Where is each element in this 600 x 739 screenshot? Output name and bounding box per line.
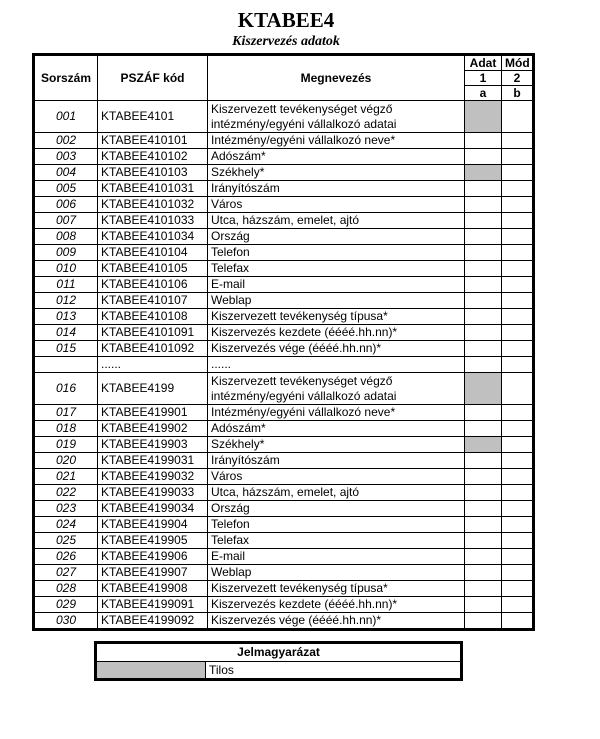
legend-forbidden-swatch [97, 662, 206, 678]
row-sorszam: 007 [34, 213, 98, 229]
table-row [34, 405, 534, 421]
header-adat: Adat [465, 55, 502, 71]
table-row [34, 421, 534, 437]
row-sorszam: 004 [34, 165, 98, 181]
row-sorszam: 014 [34, 325, 98, 341]
legend-box [94, 641, 463, 681]
table-row [34, 277, 534, 293]
row-pszaf-kod: KTABEE4101031 [98, 181, 208, 197]
row-sorszam: 030 [34, 613, 98, 630]
row-pszaf-kod: KTABEE419908 [98, 581, 208, 597]
header-megnevezes: Megnevezés [208, 55, 465, 101]
data-table [32, 53, 535, 631]
row-megnevezes-line: intézmény/egyéni vállalkozó adatai [211, 388, 397, 403]
row-adat-cell [465, 309, 502, 325]
row-mod-cell [502, 133, 534, 149]
row-adat-cell [465, 421, 502, 437]
table-row [34, 325, 534, 341]
table-row [34, 197, 534, 213]
row-megnevezes: E-mail [208, 549, 465, 565]
row-mod-cell [502, 597, 534, 613]
row-sorszam: 028 [34, 581, 98, 597]
row-megnevezes: Székhely* [208, 165, 465, 181]
form-subtitle: Kiszervezés adatok [232, 34, 340, 49]
row-megnevezes: ...... [208, 357, 465, 373]
row-adat-cell [465, 261, 502, 277]
row-pszaf-kod: KTABEE4199034 [98, 501, 208, 517]
row-pszaf-kod: KTABEE4101092 [98, 341, 208, 357]
row-pszaf-kod: KTABEE4101032 [98, 197, 208, 213]
row-sorszam: 006 [34, 197, 98, 213]
row-adat-cell [465, 133, 502, 149]
table-row [34, 517, 534, 533]
row-adat-cell-forbidden [465, 373, 502, 405]
row-megnevezes: Utca, házszám, emelet, ajtó [208, 213, 465, 229]
row-megnevezes: Kiszervezés kezdete (éééé.hh.nn)* [208, 325, 465, 341]
row-mod-cell [502, 485, 534, 501]
row-mod-cell [502, 517, 534, 533]
row-adat-cell [465, 181, 502, 197]
row-megnevezes-line: Kiszervezett tevékenységet végző [211, 101, 393, 116]
row-pszaf-kod: KTABEE4101091 [98, 325, 208, 341]
row-megnevezes: Kiszervezés vége (éééé.hh.nn)* [208, 613, 465, 630]
row-megnevezes [208, 101, 465, 133]
row-adat-cell [465, 405, 502, 421]
header-adat-number: 1 [465, 71, 502, 86]
row-sorszam: 002 [34, 133, 98, 149]
row-sorszam: 011 [34, 277, 98, 293]
row-sorszam: 020 [34, 453, 98, 469]
table-row [34, 533, 534, 549]
row-megnevezes: Telefax [208, 533, 465, 549]
row-megnevezes: Székhely* [208, 437, 465, 453]
row-adat-cell [465, 293, 502, 309]
table-row [34, 581, 534, 597]
row-sorszam: 010 [34, 261, 98, 277]
row-mod-cell [502, 277, 534, 293]
row-megnevezes: Irányítószám [208, 453, 465, 469]
row-pszaf-kod: KTABEE419904 [98, 517, 208, 533]
table-row [34, 213, 534, 229]
row-mod-cell [502, 549, 534, 565]
row-adat-cell [465, 613, 502, 630]
row-mod-cell [502, 373, 534, 405]
header-adat-letter: a [465, 86, 502, 101]
row-sorszam: 009 [34, 245, 98, 261]
row-mod-cell [502, 165, 534, 181]
row-megnevezes-line: intézmény/egyéni vállalkozó adatai [211, 116, 397, 131]
table-row [34, 453, 534, 469]
row-adat-cell [465, 357, 502, 373]
row-adat-cell-forbidden [465, 165, 502, 181]
row-mod-cell [502, 437, 534, 453]
row-pszaf-kod: KTABEE410108 [98, 309, 208, 325]
row-mod-cell [502, 261, 534, 277]
table-row [34, 357, 534, 373]
row-adat-cell-forbidden [465, 101, 502, 133]
row-megnevezes [208, 373, 465, 405]
row-pszaf-kod: KTABEE4199 [98, 373, 208, 405]
legend-row [97, 662, 460, 678]
row-pszaf-kod: KTABEE410107 [98, 293, 208, 309]
table-row [34, 245, 534, 261]
row-sorszam: 027 [34, 565, 98, 581]
row-sorszam: 013 [34, 309, 98, 325]
row-pszaf-kod: KTABEE410105 [98, 261, 208, 277]
row-megnevezes: Telefon [208, 245, 465, 261]
row-mod-cell [502, 197, 534, 213]
table-row [34, 149, 534, 165]
row-sorszam: 016 [34, 373, 98, 405]
row-mod-cell [502, 565, 534, 581]
row-mod-cell [502, 293, 534, 309]
row-mod-cell [502, 101, 534, 133]
row-mod-cell [502, 229, 534, 245]
row-sorszam [34, 357, 98, 373]
row-mod-cell [502, 533, 534, 549]
row-mod-cell [502, 245, 534, 261]
table-row [34, 181, 534, 197]
row-sorszam: 008 [34, 229, 98, 245]
row-sorszam: 001 [34, 101, 98, 133]
row-sorszam: 029 [34, 597, 98, 613]
row-megnevezes-line: Kiszervezett tevékenységet végző [211, 373, 393, 388]
row-adat-cell [465, 533, 502, 549]
table-row [34, 341, 534, 357]
table-row [34, 437, 534, 453]
row-pszaf-kod: KTABEE4199033 [98, 485, 208, 501]
table-row [34, 485, 534, 501]
row-adat-cell [465, 245, 502, 261]
row-megnevezes: Telefax [208, 261, 465, 277]
row-pszaf-kod: KTABEE4199032 [98, 469, 208, 485]
table-row [34, 293, 534, 309]
row-megnevezes: Város [208, 469, 465, 485]
row-sorszam: 015 [34, 341, 98, 357]
row-adat-cell [465, 277, 502, 293]
row-adat-cell-forbidden [465, 437, 502, 453]
row-mod-cell [502, 501, 534, 517]
row-mod-cell [502, 309, 534, 325]
row-pszaf-kod: KTABEE419902 [98, 421, 208, 437]
row-pszaf-kod: KTABEE410102 [98, 149, 208, 165]
row-sorszam: 018 [34, 421, 98, 437]
row-megnevezes: Kiszervezés kezdete (éééé.hh.nn)* [208, 597, 465, 613]
row-sorszam: 025 [34, 533, 98, 549]
header-sorszam: Sorszám [34, 55, 98, 101]
row-megnevezes: Utca, házszám, emelet, ajtó [208, 485, 465, 501]
row-megnevezes: Város [208, 197, 465, 213]
row-mod-cell [502, 357, 534, 373]
row-sorszam: 019 [34, 437, 98, 453]
row-mod-cell [502, 181, 534, 197]
row-adat-cell [465, 581, 502, 597]
header-mod-number: 2 [502, 71, 534, 86]
table-row [34, 165, 534, 181]
row-pszaf-kod: KTABEE419906 [98, 549, 208, 565]
row-adat-cell [465, 213, 502, 229]
row-sorszam: 005 [34, 181, 98, 197]
row-megnevezes: Weblap [208, 293, 465, 309]
row-pszaf-kod: KTABEE4101034 [98, 229, 208, 245]
row-adat-cell [465, 517, 502, 533]
row-pszaf-kod: KTABEE419907 [98, 565, 208, 581]
row-pszaf-kod: KTABEE410101 [98, 133, 208, 149]
row-pszaf-kod: KTABEE4101033 [98, 213, 208, 229]
row-adat-cell [465, 549, 502, 565]
row-mod-cell [502, 469, 534, 485]
row-sorszam: 021 [34, 469, 98, 485]
row-pszaf-kod: KTABEE410104 [98, 245, 208, 261]
table-body [34, 101, 534, 630]
row-megnevezes: Telefon [208, 517, 465, 533]
row-adat-cell [465, 453, 502, 469]
row-mod-cell [502, 341, 534, 357]
row-megnevezes: Intézmény/egyéni vállalkozó neve* [208, 405, 465, 421]
row-sorszam: 023 [34, 501, 98, 517]
form-title: KTABEE4 [237, 8, 335, 32]
row-megnevezes: Kiszervezés vége (éééé.hh.nn)* [208, 341, 465, 357]
row-pszaf-kod: KTABEE410103 [98, 165, 208, 181]
row-pszaf-kod: KTABEE410106 [98, 277, 208, 293]
row-megnevezes: Adószám* [208, 149, 465, 165]
row-pszaf-kod: KTABEE4101 [98, 101, 208, 133]
row-pszaf-kod: KTABEE419901 [98, 405, 208, 421]
row-pszaf-kod: KTABEE4199091 [98, 597, 208, 613]
row-adat-cell [465, 485, 502, 501]
row-pszaf-kod: KTABEE419903 [98, 437, 208, 453]
row-megnevezes: Adószám* [208, 421, 465, 437]
row-adat-cell [465, 341, 502, 357]
row-megnevezes: Irányítószám [208, 181, 465, 197]
row-mod-cell [502, 581, 534, 597]
table-row [34, 133, 534, 149]
row-sorszam: 012 [34, 293, 98, 309]
row-mod-cell [502, 405, 534, 421]
table-row [34, 101, 534, 133]
row-adat-cell [465, 229, 502, 245]
header-mod-letter: b [502, 86, 534, 101]
row-sorszam: 022 [34, 485, 98, 501]
row-sorszam: 017 [34, 405, 98, 421]
row-mod-cell [502, 149, 534, 165]
row-sorszam: 026 [34, 549, 98, 565]
table-row [34, 501, 534, 517]
header-pszaf-kod: PSZÁF kód [98, 55, 208, 101]
legend-forbidden-label: Tilos [209, 663, 234, 677]
row-mod-cell [502, 213, 534, 229]
row-mod-cell [502, 325, 534, 341]
row-adat-cell [465, 197, 502, 213]
row-megnevezes: E-mail [208, 277, 465, 293]
row-adat-cell [465, 325, 502, 341]
row-sorszam: 003 [34, 149, 98, 165]
table-row [34, 565, 534, 581]
row-megnevezes: Kiszervezett tevékenység típusa* [208, 581, 465, 597]
header-mod: Mód [502, 55, 534, 71]
row-pszaf-kod: ...... [98, 357, 208, 373]
row-megnevezes: Ország [208, 501, 465, 517]
legend-title: Jelmagyarázat [97, 644, 460, 662]
table-row [34, 613, 534, 630]
row-megnevezes: Kiszervezett tevékenység típusa* [208, 309, 465, 325]
row-pszaf-kod: KTABEE4199031 [98, 453, 208, 469]
table-row [34, 549, 534, 565]
row-adat-cell [465, 597, 502, 613]
row-mod-cell [502, 421, 534, 437]
row-adat-cell [465, 149, 502, 165]
table-row [34, 373, 534, 405]
row-adat-cell [465, 469, 502, 485]
row-megnevezes: Intézmény/egyéni vállalkozó neve* [208, 133, 465, 149]
row-megnevezes: Ország [208, 229, 465, 245]
row-mod-cell [502, 453, 534, 469]
table-row [34, 469, 534, 485]
table-row [34, 597, 534, 613]
row-sorszam: 024 [34, 517, 98, 533]
table-row [34, 229, 534, 245]
row-megnevezes: Weblap [208, 565, 465, 581]
table-row [34, 309, 534, 325]
row-pszaf-kod: KTABEE419905 [98, 533, 208, 549]
row-adat-cell [465, 565, 502, 581]
row-mod-cell [502, 613, 534, 630]
row-pszaf-kod: KTABEE4199092 [98, 613, 208, 630]
table-row [34, 261, 534, 277]
row-adat-cell [465, 501, 502, 517]
